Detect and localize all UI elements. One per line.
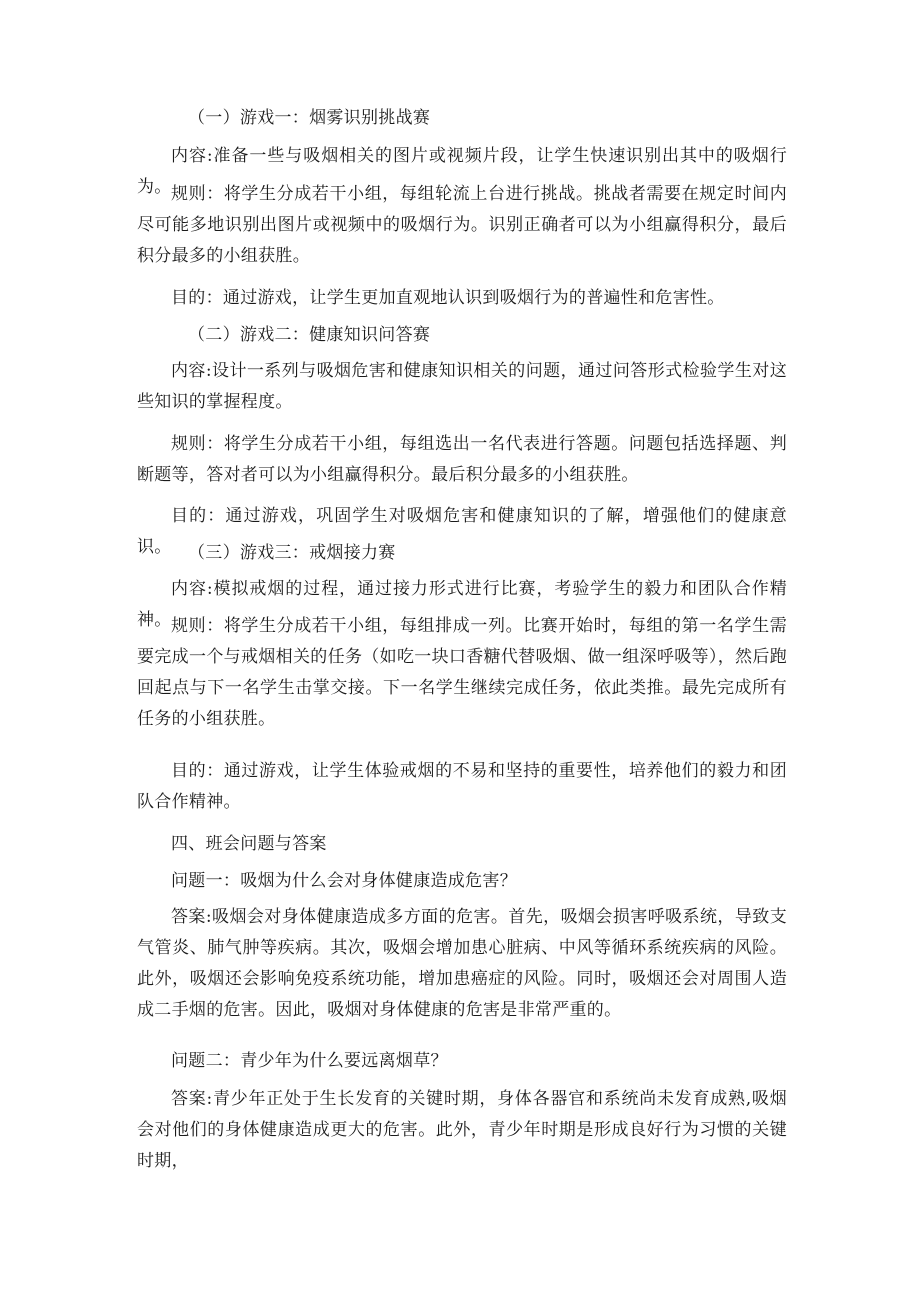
- game-one-purpose: 目的：通过游戏，让学生更加直观地认识到吸烟行为的普遍性和危害性。: [171, 288, 725, 308]
- question-two: 问题二：青少年为什么要远离烟草？: [171, 1051, 448, 1071]
- answer-one: 答案:吸烟会对身体健康造成多方面的危害。首先，吸烟会损害呼吸系统，导致支气管炎、肺气肿等疾病。其次，吸烟会增加患心脏病、中风等循环系统疾病的风险。此外，吸烟还会影响免疫系统功能，增加患癌症的风险。同时，吸烟还会对周围人造成二手烟的危害。因此，吸烟对身体健康的危害是非常严重的。: [137, 907, 787, 1020]
- game-two-heading: （二）游戏二：健康知识问答赛: [188, 325, 431, 345]
- game-three-purpose: 目的：通过游戏，让学生体验戒烟的不易和坚持的重要性，培养他们的毅力和团队合作精神。: [137, 761, 787, 812]
- game-one-content: 内容:准备一些与吸烟相关的图片或视频片段，让学生快速识别出其中的吸烟行为。: [137, 146, 787, 197]
- game-two-purpose: 目的：通过游戏，巩固学生对吸烟危害和健康知识的了解，增强他们的健康意识。: [137, 506, 787, 557]
- section-four-heading: 四、班会问题与答案: [171, 834, 327, 854]
- game-two-rules: 规则：将学生分成若干小组，每组选出一名代表进行答题。问题包括选择题、判断题等，答对者可以为小组赢得积分。最后积分最多的小组获胜。: [137, 434, 787, 485]
- game-three-rules: 规则：将学生分成若干小组，每组排成一列。比赛开始时，每组的第一名学生需要完成一个与戒烟相关的任务（如吃一块口香糖代替吸烟、做一组深呼吸等），然后跑回起点与下一名学生击掌交接。下一名学生继续完成任务，依此类推。最先完成所有任务的小组获胜。: [137, 616, 787, 729]
- game-one-heading: （一）游戏一：烟雾识别挑战赛: [188, 108, 431, 128]
- game-two-content: 内容:设计一系列与吸烟危害和健康知识相关的问题，通过问答形式检验学生对这些知识的掌握程度。: [137, 361, 787, 412]
- game-one-rules: 规则：将学生分成若干小组，每组轮流上台进行挑战。挑战者需要在规定时间内尽可能多地识别出图片或视频中的吸烟行为。识别正确者可以为小组赢得积分，最后积分最多的小组获胜。: [137, 184, 787, 266]
- answer-two: 答案:青少年正处于生长发育的关键时期，身体各器官和系统尚未发育成熟,吸烟会对他们的身体健康造成更大的危害。此外，青少年时期是形成良好行为习惯的关键时期，: [137, 1089, 787, 1171]
- question-one: 问题一：吸烟为什么会对身体健康造成危害？: [171, 871, 517, 891]
- game-three-content: 内容:模拟戒烟的过程，通过接力形式进行比赛，考验学生的毅力和团队合作精神。: [137, 579, 787, 630]
- game-three-heading: （三）游戏三：戒烟接力赛: [188, 543, 396, 563]
